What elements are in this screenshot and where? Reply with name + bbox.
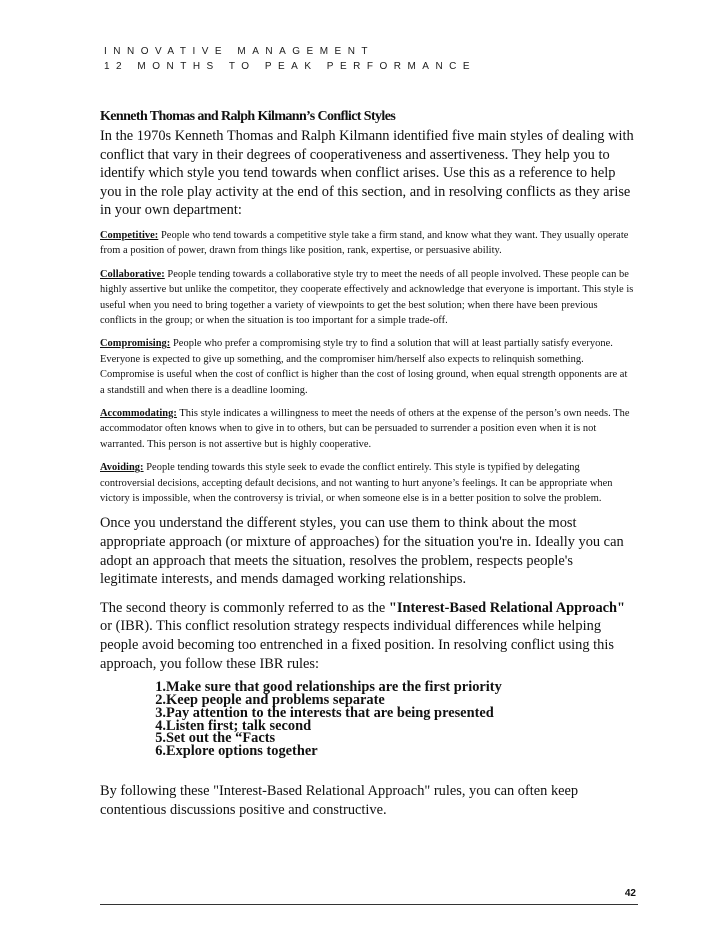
rule-text: Make sure that good relationships are the first priority xyxy=(166,679,502,696)
body-content xyxy=(100,127,634,829)
rule-text: Set out the “Facts xyxy=(166,730,276,747)
style-accommodating xyxy=(100,406,634,452)
ibr-paragraph xyxy=(100,599,634,673)
intro-paragraph: In the 1970s Kenneth Thomas and Ralph Kilmann identified five main styles of dealing with conflict that vary in their degrees of cooperativeness and assertiveness. They help you to identify which style you tend towards when conflict arises. Use this as a reference to help you in the role play activity at the end of this section, and in resolving conflicts as they arise in your own department: xyxy=(100,128,634,219)
section-title: Kenneth Thomas and Ralph Kilmann’s Conflict Styles xyxy=(100,109,396,124)
rule-text: Explore options together xyxy=(166,743,318,760)
closing-paragraph: By following these "Interest-Based Relational Approach" rules, you can often keep contentious discussions positive and constructive. xyxy=(100,783,579,818)
ibr-name: "Interest-Based Relational Approach" xyxy=(388,599,626,616)
ibr-text-after: or (IBR). This conflict resolution strategy respects individual differences while helping people avoid becoming too entrenched in a fixed position. In resolving conflict using this approach, you follow these IBR rules: xyxy=(100,618,614,672)
style-description: People tending towards a collaborative style try to meet the needs of all people involved. These people can be highly assertive but unlike the competitor, they cooperate effectively and acknowledge that everyone is important. This style is useful when you need to bring together a variety of viewpoints to get the best solution; when there have been previous conflicts in the group; or when the situation is too important for a simple trade-off. xyxy=(100,268,634,326)
footer-divider xyxy=(100,904,638,905)
style-description: This style indicates a willingness to meet the needs of others at the expense of the person’s own needs. The accommodator often knows when to give in to others, but can be persuaded to surrender a position even when it is not warranted. This person is not assertive but is highly cooperative. xyxy=(100,408,630,450)
rule-number: 4. xyxy=(155,717,166,734)
ibr-text-before: The second theory is commonly referred to as the xyxy=(100,599,389,616)
rule-text: Pay attention to the interests that are being presented xyxy=(166,704,494,721)
header-line-1: INNOVATIVE MANAGEMENT xyxy=(104,46,375,57)
style-collaborative xyxy=(100,267,634,329)
style-description: People who prefer a compromising style try to find a solution that will at least partially satisfy everyone. Everyone is expected to give up something, and the compromiser him/herself also expects to relinquish something. Compromise is useful when the cost of conflict is higher than the cost of losing ground, when equal strength opponents are at a standstill and when there is a deadline looming. xyxy=(100,338,628,396)
header-line-2: 12 MONTHS TO PEAK PERFORMANCE xyxy=(104,61,477,72)
style-label: Accommodating: xyxy=(100,408,177,420)
rule-number: 6. xyxy=(155,743,166,760)
style-avoiding xyxy=(100,460,634,506)
rule-text: Keep people and problems separate xyxy=(166,692,385,709)
style-label: Avoiding: xyxy=(100,462,144,474)
ibr-rules-list xyxy=(100,681,634,758)
understand-paragraph: Once you understand the different styles, you can use them to think about the most appropriate approach (or mixture of approaches) for the situation you're in. Ideally you can adopt an approach that meets the situation, resolves the problem, respects people's legitimate interests, and mends damaged working relationships. xyxy=(100,515,624,588)
page-number: 42 xyxy=(624,888,636,899)
style-description: People who tend towards a competitive style take a firm stand, and know what they want. They usually operate from a position of power, drawn from things like position, rank, expertise, or persuasive ability. xyxy=(100,229,629,257)
rule-number: 2. xyxy=(155,692,166,709)
style-compromising xyxy=(100,336,634,398)
rule-number: 1. xyxy=(155,679,166,696)
style-label: Collaborative: xyxy=(100,268,165,280)
rule-number: 3. xyxy=(155,704,166,721)
style-label: Compromising: xyxy=(100,338,171,350)
style-description: People tending towards this style seek to evade the conflict entirely. This style is typified by delegating controversial decisions, accepting default decisions, and not wanting to hurt anyone’s feelings. It can be appropriate when victory is impossible, when the controversy is trivial, or when someone else is in a better position to solve the problem. xyxy=(100,462,613,505)
rule-number: 5. xyxy=(155,730,166,747)
style-label: Competitive: xyxy=(100,229,159,241)
rule-text: Listen first; talk second xyxy=(166,717,312,734)
style-competitive xyxy=(100,228,634,259)
running-header xyxy=(104,44,476,74)
list-item xyxy=(100,745,634,758)
